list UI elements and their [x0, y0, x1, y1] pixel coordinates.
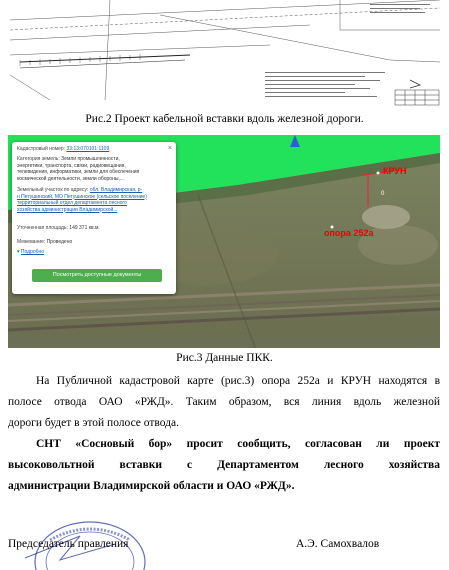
close-icon[interactable]: × — [167, 145, 172, 152]
paragraph-line: администрации Владимирской области и ОАО «РЖД». — [8, 480, 295, 492]
paragraph-line: дороги будет в этой полосе отвода. — [8, 417, 180, 429]
survey-label: Межевание: — [17, 239, 46, 245]
map-label-point: 0 — [381, 191, 385, 197]
view-documents-button[interactable]: Посмотреть доступные документы — [32, 269, 162, 282]
parcel-address-line[interactable]: территориальный отдел департамента лесного — [17, 200, 127, 206]
paragraph-line: На Публичной кадастровой карте (рис.3) опора 252а и КРУН находятся в — [36, 375, 440, 387]
figure-2-caption: Рис.2 Проект кабельной вставки вдоль железной дороги. — [85, 113, 364, 125]
paragraph-line: полосе отвода ОАО «РЖД». Таким образом, вся линия вдоль железной — [8, 396, 440, 408]
cadastral-map-image — [8, 135, 440, 348]
area-value: 149 371 кв.м. — [69, 225, 100, 231]
organization-stamp — [20, 500, 150, 570]
cadastral-info-card — [12, 142, 176, 294]
chevron-down-icon: ▾ — [17, 249, 20, 255]
more-details-link[interactable] — [17, 249, 44, 255]
paragraph-line: высоковольтной вставки с Департаментом лесного хозяйства — [8, 459, 440, 471]
land-category-line: энергетики, транспорта, связи, радиовещания, — [17, 162, 126, 169]
cadastral-number-label: Кадастровый номер: — [17, 146, 66, 152]
land-category-line: космической деятельности, земли обороны,... — [17, 175, 124, 182]
more-details-label: Подробно — [20, 249, 45, 255]
land-category-label: Категория земель: — [17, 156, 60, 162]
land-category-value: Земли промышленности, — [61, 156, 120, 162]
paragraph-2-request — [8, 434, 440, 497]
parcel-address-line[interactable]: хозяйства администрации Владимирской... — [17, 206, 118, 213]
signatory-title: Председатель правления — [8, 538, 129, 550]
parcel-address-label: Земельный участок по адресу: — [17, 187, 89, 193]
parcel-address-line[interactable]: н Петушинский, МО Петушинское (сельское поселение) — [17, 193, 147, 200]
map-label-support-252a: опора 252а — [324, 228, 374, 238]
parcel-address-link[interactable]: обл. Владимирская, р- — [89, 187, 143, 193]
area-label: Уточненная площадь: — [17, 225, 68, 231]
map-label-kroon: КРУН — [383, 166, 407, 176]
cadastral-number-link[interactable]: 33:13:070101:1109 — [66, 146, 110, 152]
signatory-name: А.Э. Самохвалов — [296, 538, 380, 550]
paragraph-line: СНТ «Сосновый бор» просит сообщить, согласован ли проект — [36, 438, 440, 450]
cable-insert-drawing — [10, 0, 440, 108]
land-category-line: телевидения, информатики, земли для обеспечения — [17, 169, 140, 175]
figure-3-caption: Рис.3 Данные ПКК. — [176, 352, 273, 364]
survey-value: Проведено — [46, 239, 73, 245]
paragraph-1 — [8, 371, 440, 434]
